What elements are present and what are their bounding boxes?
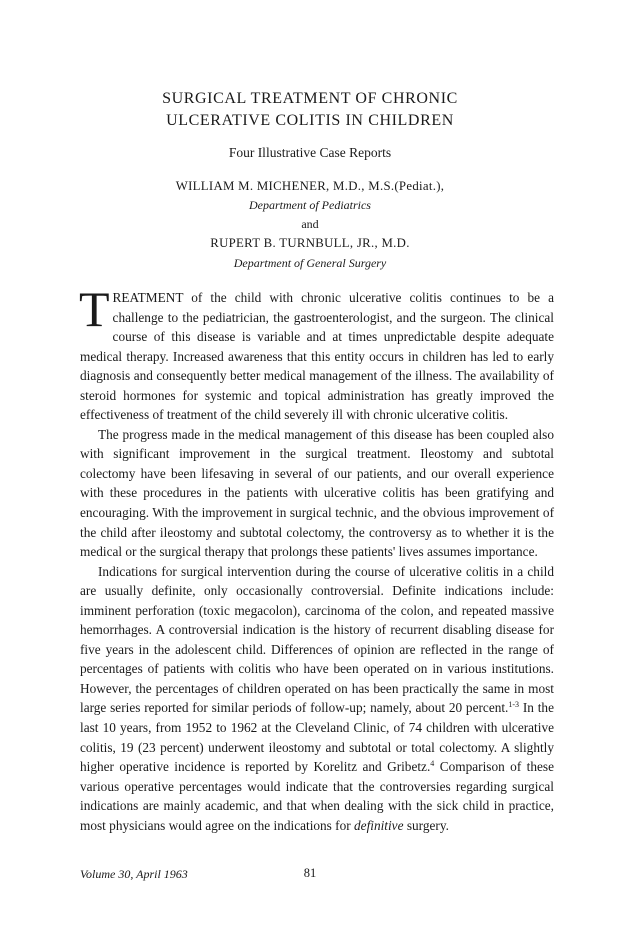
emphasis-definitive: definitive bbox=[354, 817, 404, 833]
author-conjunction: and bbox=[301, 217, 319, 231]
article-subtitle: Four Illustrative Case Reports bbox=[228, 145, 392, 160]
page-number: 81 bbox=[303, 866, 317, 880]
drop-cap: T bbox=[79, 281, 110, 337]
author-2-department: Department of General Surgery bbox=[233, 256, 387, 270]
author-1-department: Department of Pediatrics bbox=[249, 198, 371, 212]
article-body bbox=[79, 281, 555, 835]
paragraph-1 bbox=[79, 281, 554, 425]
article-title-line-1: SURGICAL TREATMENT OF CHRONIC bbox=[162, 90, 458, 107]
author-2: RUPERT B. TURNBULL, JR., M.D. bbox=[210, 236, 410, 250]
journal-issue: Volume 30, April 1963 bbox=[80, 867, 188, 881]
paragraph-3-text-b: In the last 10 years, from 1952 to 1962 at the Cleveland Clinic, of 74 children with ulcerative colitis, 19 (23 percent) underwent ileostomy and subtotal or total colectomy. A slightly higher operative incidence is reported by Korelitz and Gribetz. bbox=[80, 700, 554, 775]
paragraph-1-text: REATMENT of the child with chronic ulcerative colitis continues to be a challenge to the pediatrician, the gastroenterologist, and the surgeon. The clinical course of this disease is variable and at times unpredictable despite adequate medical therapy. Increased awareness that this entity occurs in children has led to early diagnosis and consequently better medical management of the illness. The availability of steroid hormones for systemic and topical administration has greatly improved the effectiveness of treatment of the child severely ill with chronic ulcerative colitis. bbox=[80, 290, 554, 423]
reference-superscript-4: 4 bbox=[430, 759, 435, 769]
author-1: WILLIAM M. MICHENER, M.D., M.S.(Pediat.), bbox=[175, 179, 445, 193]
reference-superscript-1-3: 1-3 bbox=[508, 700, 520, 710]
article-title-line-2: ULCERATIVE COLITIS IN CHILDREN bbox=[166, 112, 454, 129]
paragraph-3-text-a: Indications for surgical intervention during the course of ulcerative colitis in a child are usually definite, only occasionally controversial. Definite indications include: imminent perforation (toxic megacolon), carcinoma of the colon, and repeated massive hemorrhages. A controversial indication is the history of recurrent disabling disease for five years in the adolescent child. Differences of opinion are reflected in the range of percentages of patients with colitis who have been operated on in various institutions. However, the percentages of children operated on has been practically the same in most large series reported for similar periods of follow-up; namely, about 20 percent. bbox=[80, 563, 554, 716]
paragraph-3 bbox=[80, 562, 554, 836]
paragraph-3-text-c: Comparison of these various operative percentages would indicate that the controversies regarding surgical indications are mainly academic, and that when dealing with the sick child in practice, most physicians would agree on the indications for bbox=[80, 759, 555, 833]
paragraph-3-text-d: surgery. bbox=[403, 817, 449, 833]
paragraph-2: The progress made in the medical management of this disease has been coupled also with significant improvement in the surgical treatment. Ileostomy and subtotal colectomy have been lifesaving in several of our patients, and our overall experience with these procedures in the patients with ulcerative colitis has been gratifying and encouraging. With the improvement in surgical technic, and the obvious improvement of the child after ileostomy and subtotal colectomy, the controversy as to whether it is the medical or the surgical therapy that prolongs these patients' lives assumes importance. bbox=[80, 426, 554, 560]
